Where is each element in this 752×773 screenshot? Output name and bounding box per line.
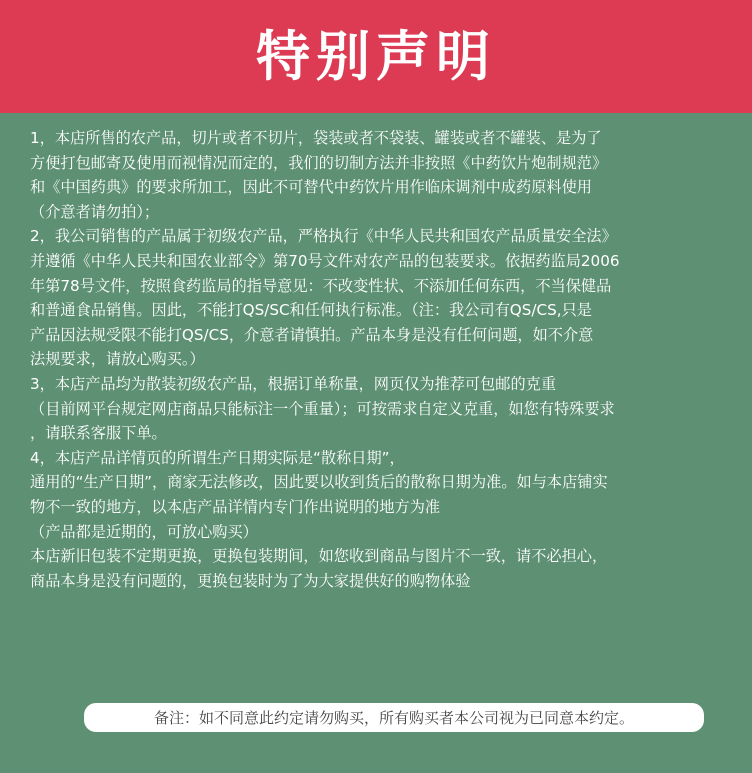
statement-line: 本店新旧包装不定期更换，更换包装期间，如您收到商品与图片不一致，请不必担心， — [30, 547, 608, 566]
statement-line: 方便打包邮寄及使用而视情况而定的，我们的切制方法并非按照《中药饮片炮制规范》 — [30, 153, 608, 172]
statement-line: 2，我公司销售的产品属于初级农产品，严格执行《中华人民共和国农产品质量安全法》 — [30, 227, 617, 246]
statement-line: 4，本店产品详情页的所谓生产日期实际是“散称日期”， — [30, 448, 405, 467]
header-banner — [0, 0, 752, 113]
statement-line: 法规要求，请放心购买。） — [30, 350, 205, 369]
statement-line: 产品因法规受限不能打QS/CS，介意者请慎拍。产品本身是没有任何问题，如不介意 — [30, 325, 594, 344]
statement-line: （产品都是近期的，可放心购买） — [30, 522, 258, 541]
statement-line: 物不一致的地方，以本店产品详情内专门作出说明的地方为准 — [30, 497, 441, 516]
note-box — [84, 703, 704, 732]
statement-line: ，请联系客服下单。 — [30, 424, 167, 443]
statement-body — [30, 126, 730, 593]
statement-line: 通用的“生产日期”，商家无法修改，因此要以收到货后的散称日期为准。如与本店铺实 — [30, 473, 608, 492]
statement-line: 和普通食品销售。因此，不能打QS/SC和任何执行标准。（注：我公司有QS/CS,只是 — [30, 301, 592, 320]
statement-line: （目前网平台规定网店商品只能标注一个重量）；可按需求自定义克重，如您有特殊要求 — [30, 399, 615, 418]
statement-line: 和《中国药典》的要求所加工，因此不可替代中药饮片用作临床调剂中成药原料使用 — [30, 178, 592, 197]
statement-line: 3，本店产品均为散装初级农产品，根据订单称量，网页仅为推荐可包邮的克重 — [30, 374, 557, 393]
note-text: 备注：如不同意此约定请勿购买，所有购买者本公司视为已同意本约定。 — [153, 709, 634, 727]
statement-line: 1，本店所售的农产品，切片或者不切片，袋装或者不袋装、罐装或者不罐装、是为了 — [30, 129, 602, 147]
statement-line: 并遵循《中华人民共和国农业部令》第70号文件对农产品的包装要求。依据药监局2006 — [30, 251, 620, 270]
page-title: 特别声明 — [256, 24, 496, 88]
statement-line: （介意者请勿拍）； — [30, 202, 160, 221]
statement-line: 商品本身是没有问题的，更换包装时为了为大家提供好的购物体验 — [30, 571, 471, 590]
statement-line: 年第78号文件，按照食药监局的指导意见：不改变性状、不添加任何东西，不当保健品 — [30, 276, 612, 295]
